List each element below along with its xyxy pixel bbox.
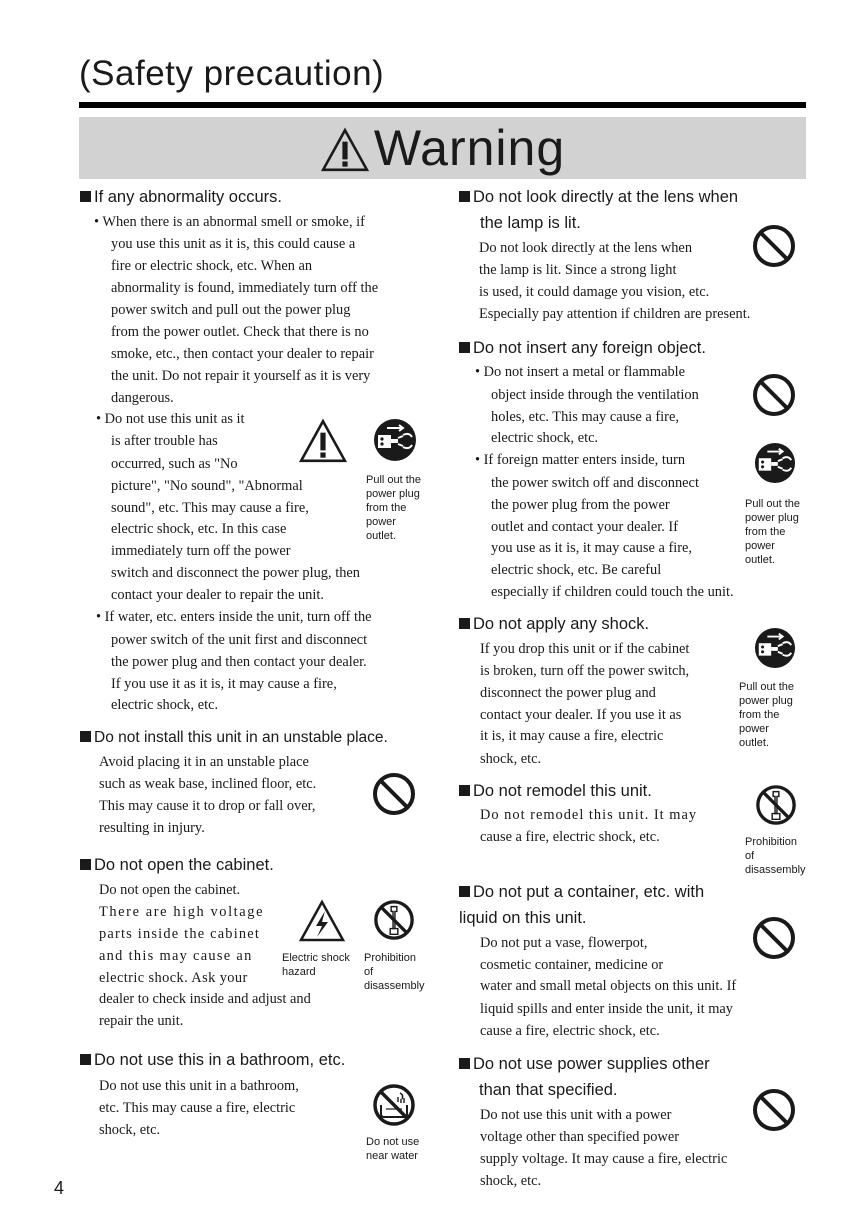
text-line: cosmetic container, medicine or [480,957,664,973]
section-heading-shock: Do not apply any shock. [459,614,649,634]
text-line: holes, etc. This may cause a fire, [491,409,679,425]
bullet-square-icon [80,1054,91,1065]
text-line: If you drop this unit or if the cabinet [480,641,690,657]
warning-triangle-icon [298,418,348,464]
text-line: • When there is an abnormal smell or smoke, if [94,214,365,230]
text-line: power switch and pull out the power plug [111,302,351,318]
section-heading-power-cont: than that specified. [479,1081,618,1099]
text-line: Do not use this unit in a bathroom, [99,1078,299,1094]
text-line: the power plug and then contact your dealer. [111,654,367,670]
text-line: is after trouble has [111,433,218,449]
text-line: resulting in injury. [99,820,205,836]
text-line: • Do not use this unit as it [96,411,245,427]
text-line: If you use it as it is, it may cause a fire, [111,676,337,692]
text-line: shock, etc. [99,1122,161,1138]
text-line: voltage other than specified power [480,1129,679,1145]
text-line: sound", etc. This may cause a fire, [111,500,309,516]
warning-icon [320,127,370,173]
text-line: abnormality is found, immediately turn off the [111,280,379,296]
bullet-square-icon [80,731,91,742]
warning-banner [79,117,806,179]
text-line: Do not put a vase, flowerpot, [480,935,648,951]
bullet-square-icon [459,342,470,353]
bullet-square-icon [80,859,91,870]
icon-caption: Prohibition of disassembly [364,952,425,992]
text-line: electric shock. Ask your [99,970,248,986]
bullet-square-icon [80,191,91,202]
text-line: the power switch off and disconnect [491,475,699,491]
text-line: cause a fire, electric shock, etc. [480,1023,660,1039]
pull-plug-icon [754,627,796,669]
section-heading-container: Do not put a container, etc. with [459,882,704,902]
text-line: smoke, etc., then contact your dealer to repair [111,346,374,362]
text-line: liquid spills and enter inside the unit, it may [480,1001,734,1017]
text-line: contact your dealer. If you use it as [480,707,682,723]
icon-caption: Do not use near water [366,1136,420,1162]
warning-banner-text: Warning [373,120,566,176]
text-line: parts inside the cabinet [99,926,261,942]
section-heading-unstable: Do not install this unit in an unstable place. [80,728,388,748]
text-line: shock, etc. [480,1173,542,1189]
icon-caption: Pull out the power plug from the power outlet. [745,498,801,566]
text-line: it is, it may cause a fire, electric [480,728,664,744]
text-line: contact your dealer to repair the unit. [111,587,324,603]
text-line: the unit. Do not repair it yourself as it is very [111,368,371,384]
bullet-square-icon [459,618,470,629]
text-line: especially if children could touch the unit. [491,584,734,600]
section-heading-power: Do not use power supplies other [459,1054,710,1074]
section-heading-cabinet: Do not open the cabinet. [80,855,274,875]
text-line: switch and disconnect the power plug, then [111,565,360,581]
text-line: the power plug from the power [491,497,670,513]
text-line: occurred, such as "No [111,456,238,472]
text-line: disconnect the power plug and [480,685,656,701]
prohibited-icon [752,916,796,960]
text-line: electric shock, etc. [491,430,599,446]
bullet-square-icon [459,886,470,897]
text-line: fire or electric shock, etc. When an [111,258,313,274]
section-heading-lens: Do not look directly at the lens when [459,187,738,207]
text-line: This may cause it to drop or fall over, [99,798,316,814]
prohibited-icon [752,373,796,417]
electric-shock-icon [298,899,346,943]
page-title: (Safety precaution) [79,54,385,93]
section-heading-remodel: Do not remodel this unit. [459,781,652,801]
text-line: you use this unit as it is, this could cause a [111,236,356,252]
text-line: electric shock, etc. Be careful [491,562,662,578]
text-line: picture", "No sound", "Abnormal [111,478,303,494]
title-rule [79,102,806,108]
text-line: outlet and contact your dealer. If [491,519,679,535]
prohibited-icon [752,1088,796,1132]
page-number: 4 [54,1178,65,1198]
text-line: dangerous. [111,390,174,406]
text-line: from the power outlet. Check that there is no [111,324,369,340]
text-line: object inside through the ventilation [491,387,699,403]
section-heading-foreign: Do not insert any foreign object. [459,338,706,358]
disassembly-prohibited-icon [755,784,797,826]
text-line: There are high voltage [99,904,265,920]
text-line: water and small metal objects on this unit. If [480,978,737,994]
text-line: Do not open the cabinet. [99,882,241,898]
pull-plug-icon [754,442,796,484]
text-line: supply voltage. It may cause a fire, electric [480,1151,728,1167]
text-line: etc. This may cause a fire, electric [99,1100,296,1116]
bullet-square-icon [459,785,470,796]
section-heading-lens-cont: the lamp is lit. [480,214,581,232]
bullet-square-icon [459,1058,470,1069]
text-line: Do not look directly at the lens when [479,240,693,256]
text-line: immediately turn off the power [111,543,291,559]
text-line: • Do not insert a metal or flammable [475,364,686,380]
icon-caption: Prohibition of disassembly [745,836,806,876]
text-line: you use as it is, it may cause a fire, [491,540,693,556]
pull-plug-icon [373,418,417,462]
text-line: Do not use this unit with a power [480,1107,672,1123]
text-line: Especially pay attention if children are present. [479,306,751,322]
text-line: electric shock, etc. In this case [111,521,287,537]
text-line: power switch of the unit first and disconnect [111,632,368,648]
text-line: • If water, etc. enters inside the unit, turn off the [96,609,372,625]
text-line: the lamp is lit. Since a strong light [479,262,677,278]
text-line: is broken, turn off the power switch, [480,663,690,679]
text-line: and this may cause an [99,948,253,964]
section-heading-bathroom: Do not use this in a bathroom, etc. [80,1050,345,1070]
no-water-icon [372,1083,416,1127]
section-heading-container-cont: liquid on this unit. [459,909,587,927]
section-heading-abnormality: If any abnormality occurs. [80,187,282,207]
prohibited-icon [372,772,416,816]
icon-caption: Pull out the power plug from the power outlet. [366,474,422,542]
text-line: dealer to check inside and adjust and [99,991,311,1007]
text-line: cause a fire, electric shock, etc. [480,829,660,845]
disassembly-prohibited-icon [373,899,415,941]
text-line: electric shock, etc. [111,697,219,713]
icon-caption: Pull out the power plug from the power outlet. [739,681,795,749]
text-line: Do not remodel this unit. It may [480,807,698,823]
text-line: such as weak base, inclined floor, etc. [99,776,317,792]
text-line: Avoid placing it in an unstable place [99,754,309,770]
text-line: repair the unit. [99,1013,184,1029]
prohibited-icon [752,224,796,268]
bullet-square-icon [459,191,470,202]
icon-caption: Electric shock hazard [282,952,350,978]
text-line: shock, etc. [480,751,542,767]
text-line: is used, it could damage you vision, etc. [479,284,710,300]
text-line: • If foreign matter enters inside, turn [475,452,686,468]
